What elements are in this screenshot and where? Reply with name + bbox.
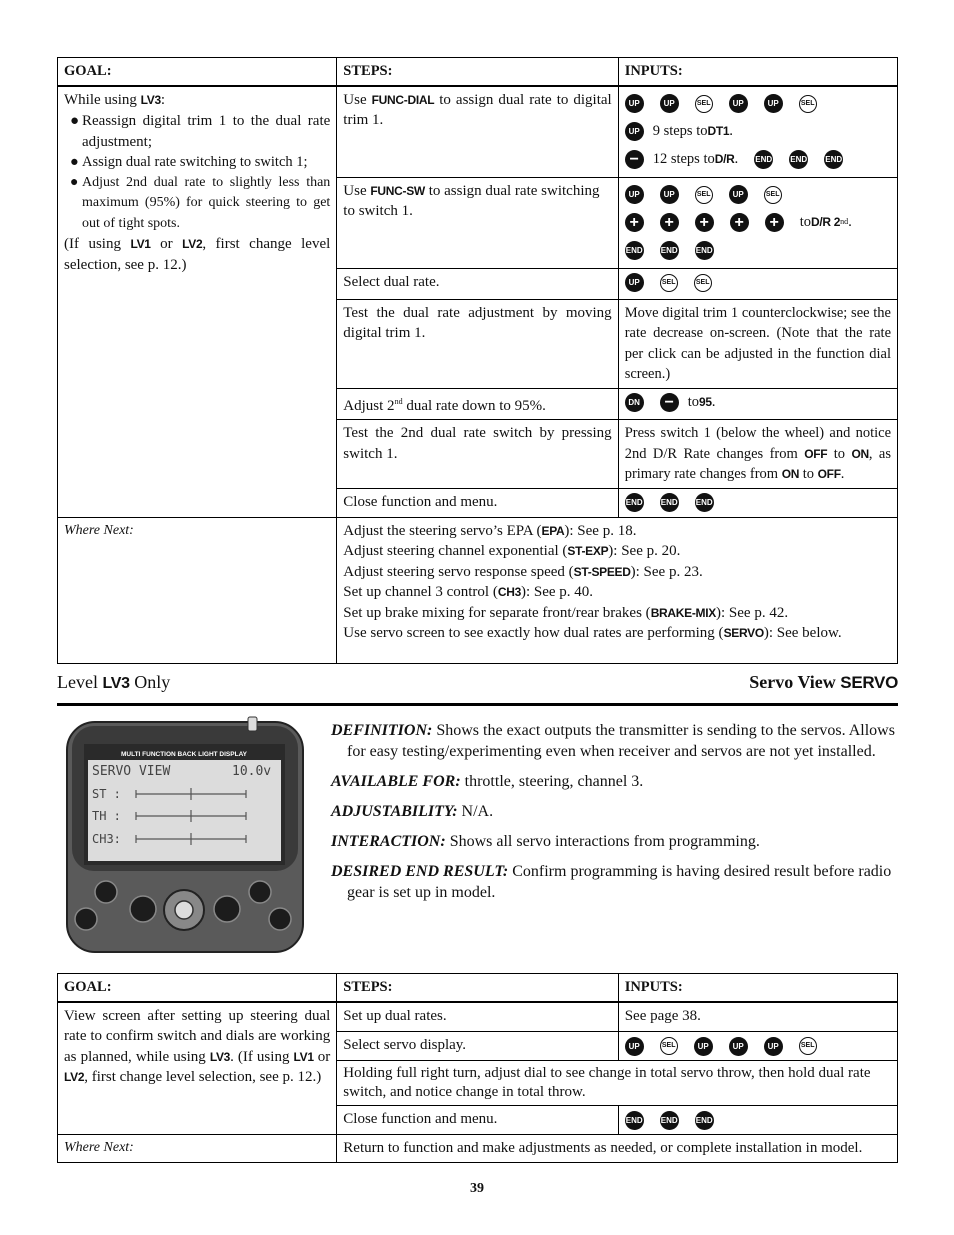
end-button-icon: END (660, 493, 679, 512)
up-button-icon: UP (660, 94, 679, 113)
where-next-text: Return to function and make adjustments as needed, or complete installation in model. (337, 1135, 898, 1163)
plus-button-icon: + (765, 213, 784, 232)
end-button-icon: END (660, 1111, 679, 1130)
goal-bullet: Reassign digital trim 1 to the dual rate adjustment; (82, 113, 331, 150)
end-button-icon: END (754, 150, 773, 169)
end-button-icon: END (789, 150, 808, 169)
step-6: Test the 2nd dual rate switch by pressing switch 1. (337, 420, 618, 489)
sel-button-icon: SEL (695, 186, 713, 204)
header-inputs: INPUTS: (618, 58, 897, 86)
plus-button-icon: + (695, 213, 714, 232)
up-button-icon: UP (729, 1037, 748, 1056)
screen-row-th: TH : (92, 809, 121, 823)
step-4: Test the dual rate adjustment by moving digital trim 1. (337, 299, 618, 388)
up-button-icon: UP (625, 273, 644, 292)
up-button-icon: UP (660, 185, 679, 204)
up-button-icon: UP (625, 122, 644, 141)
step-3: Select dual rate. (337, 268, 618, 299)
where-next-label: Where Next: (58, 517, 337, 663)
step-7: Close function and menu. (337, 488, 618, 517)
screen-voltage: 10.0v (232, 764, 272, 779)
transmitter-screen-illustration (66, 716, 304, 954)
step-2: Select servo display. (337, 1032, 618, 1061)
available-for-paragraph: AVAILABLE FOR: throttle, steering, channel 3. (331, 773, 644, 790)
end-button-icon: END (625, 241, 644, 260)
end-button-icon: END (824, 150, 843, 169)
sel-button-icon: SEL (660, 274, 678, 292)
input-2: UP UP SEL UP SEL + + + + + to D/R 2 nd . END END END (618, 177, 897, 268)
header-steps: STEPS: (337, 58, 618, 86)
up-button-icon: UP (764, 94, 783, 113)
minus-button-icon: − (625, 150, 644, 169)
input-6: Press switch 1 (below the wheel) and notice 2nd D/R Rate changes from OFF to ON, as primary rate changes from ON to OFF. (618, 420, 897, 489)
up-button-icon: UP (625, 185, 644, 204)
up-button-icon: UP (729, 185, 748, 204)
up-button-icon: UP (694, 1037, 713, 1056)
screen-row-ch3: CH3: (92, 832, 121, 846)
goal-steps-table-dual-rate (57, 57, 898, 664)
header-goal: GOAL: (58, 974, 337, 1002)
sel-button-icon: SEL (660, 1037, 678, 1055)
step-2: Use FUNC-SW to assign dual rate switching to switch 1. (337, 177, 618, 268)
input-1: UP UP SEL UP UP SEL UP 9 steps to DT1 . − 12 steps to D/R . END END END (618, 86, 897, 178)
input-4 (618, 1106, 897, 1135)
sel-button-icon: SEL (799, 1037, 817, 1055)
goal-bullet: Adjust 2nd dual rate to slightly less than maximum (95%) for quick steering to get out of tight spots. (82, 174, 331, 231)
input-3 (618, 268, 897, 299)
up-button-icon: UP (625, 1037, 644, 1056)
device-menu-label: MULTI FUNCTION BACK LIGHT DISPLAY (120, 751, 248, 758)
section-heading (57, 672, 898, 702)
end-button-icon: END (695, 1111, 714, 1130)
screen-title: SERVO VIEW (92, 764, 171, 779)
page-number: 39 (470, 1181, 484, 1196)
next-item: Adjust steering channel exponential (ST-EXP): See p. 20. (343, 543, 681, 559)
sel-button-icon: SEL (799, 95, 817, 113)
minus-button-icon: − (660, 393, 679, 412)
where-next-list (337, 517, 898, 663)
next-item: Set up brake mixing for separate front/rear brakes (BRAKE-MIX): See p. 42. (343, 604, 789, 621)
input-4: Move digital trim 1 counterclockwise; see the rate decrease on-screen. (Note that the rate per click can be adjusted in the function dial screen.) (618, 299, 897, 388)
next-item: Adjust steering servo response speed (ST-SPEED): See p. 23. (343, 563, 703, 580)
desired-end-result-paragraph: DESIRED END RESULT: Confirm programming is having desired result before radio gear is set up in model. (331, 863, 892, 901)
end-button-icon: END (695, 493, 714, 512)
sel-button-icon: SEL (764, 186, 782, 204)
step-1: Use FUNC-DIAL to assign dual rate to digital trim 1. (337, 86, 618, 178)
goal-note: (If using LV1 or LV2, first change level selection, see p. 12.) (64, 236, 331, 273)
input-5: DN − to 95 . (618, 388, 897, 420)
step-4: Close function and menu. (337, 1106, 618, 1135)
level-label: Level LV3 Only (57, 672, 171, 692)
input-1: See page 38. (618, 1002, 897, 1032)
end-button-icon: END (695, 241, 714, 260)
interaction-paragraph: INTERACTION: Shows all servo interactions from programming. (331, 833, 760, 850)
screen-row-st: ST : (92, 787, 121, 801)
goal-bullet: Assign dual rate switching to switch 1; (82, 154, 308, 170)
section-rule (57, 703, 898, 706)
end-button-icon: END (625, 1111, 644, 1130)
next-item: Use servo screen to see exactly how dual rates are performing (SERVO): See below. (343, 625, 842, 641)
sel-button-icon: SEL (694, 274, 712, 292)
where-next-label: Where Next: (58, 1135, 337, 1163)
plus-button-icon: + (660, 213, 679, 232)
step-1: Set up dual rates. (337, 1002, 618, 1032)
next-item: Adjust the steering servo’s EPA (EPA): See p. 18. (343, 522, 637, 539)
header-goal: GOAL: (58, 58, 337, 86)
up-button-icon: UP (764, 1037, 783, 1056)
next-item: Set up channel 3 control (CH3): See p. 40. (343, 584, 594, 600)
goal-cell: While using LV3: ● Reassign digital trim 1 to the dual rate adjustment; ● Assign dual rate switching to switch 1; ● Adjust 2nd dual rate to slightly less than maximum (95%) for quick steering to get out of tight spots. (If using LV1 or LV2, first change level selection, see p. 12.) (58, 86, 337, 518)
input-7 (618, 488, 897, 517)
dn-button-icon: DN (625, 393, 644, 412)
end-button-icon: END (660, 241, 679, 260)
end-button-icon: END (625, 493, 644, 512)
up-button-icon: UP (729, 94, 748, 113)
step-3: Holding full right turn, adjust dial to see change in total servo throw, then hold dual rate switch, and notice change in total throw. (337, 1061, 898, 1106)
header-inputs: INPUTS: (618, 974, 897, 1002)
servo-view-description (331, 720, 898, 912)
sel-button-icon: SEL (695, 95, 713, 113)
goal-cell: View screen after setting up steering dual rate to confirm switch and dials are working as planned, while using LV3. (If using LV1 or LV2, first change level selection, see p. 12.) (58, 1002, 337, 1135)
adjustability-paragraph: ADJUSTABILITY: N/A. (331, 803, 494, 820)
input-2 (618, 1032, 897, 1061)
goal-steps-table-servo-view (57, 973, 898, 1163)
plus-button-icon: + (625, 213, 644, 232)
up-button-icon: UP (625, 94, 644, 113)
definition-paragraph: DEFINITION: Shows the exact outputs the transmitter is sending to the servos. Allows for easy testing/experimenting even when receiver and servos are not yet installed. (331, 722, 895, 760)
section-title: Servo View SERVO (749, 672, 898, 692)
header-steps: STEPS: (337, 974, 618, 1002)
step-5: Adjust 2nd dual rate down to 95%. (337, 388, 618, 420)
plus-button-icon: + (730, 213, 749, 232)
